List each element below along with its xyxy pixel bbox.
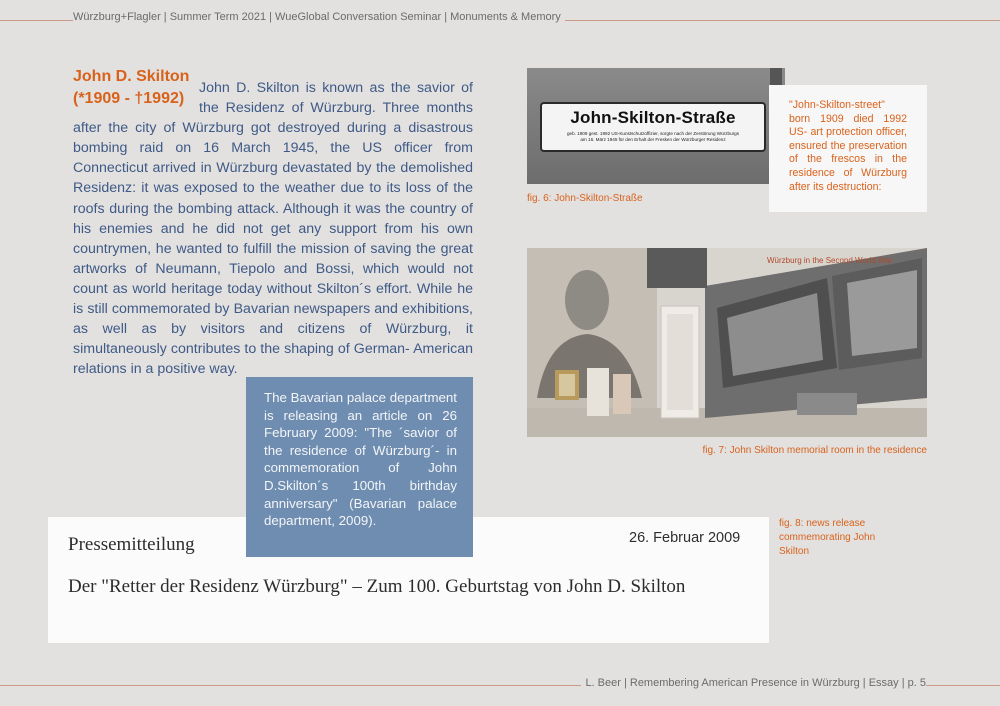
street-sign-subtitle	[546, 131, 760, 143]
street-sign	[540, 102, 766, 152]
fig7-caption: fig. 7: John Skilton memorial room in the residence	[702, 445, 927, 456]
running-header: Würzburg+Flagler | Summer Term 2021 | WueGlobal Conversation Seminar | Monuments & Memory	[73, 11, 565, 23]
running-footer: L. Beer | Remembering American Presence in Würzburg | Essay | p. 5	[581, 677, 926, 689]
press-release-date: 26. Februar 2009	[629, 530, 741, 546]
street-sign-photo	[527, 68, 785, 184]
street-sign-subtitle-line2: am 16. März 1945 für den Erhalt der Fresken der Würzburger Residenz	[580, 137, 726, 142]
press-release-headline: Der "Retter der Residenz Würzburg" – Zum 100. Geburtstag von John D. Skilton	[68, 576, 686, 597]
subject-name: John D. Skilton	[73, 68, 190, 85]
memorial-banner-text: Würzburg in the Second World War	[767, 256, 893, 265]
street-sign-translation-text: "John-Skilton-street" born 1909 died 1992 US- art protection officer, ensured the preservation of the frescos in the residence of Würzburg after its destruction:	[789, 99, 907, 193]
quote-text: The Bavarian palace department is releasing an article on 26 February 2009: "The ´savior of the residence of Würzburg´- in commemoration of John D.Skilton´s 100th birthday anniversary" (Bavarian palace department, 2009).	[264, 390, 457, 529]
memorial-room-illustration	[527, 248, 927, 437]
street-sign-subtitle-line1: geb. 1909 gest. 1992 US-Kunstschutzoffizier, sorgte nach der Zerstörung Würzburgs	[566, 131, 740, 136]
subject-dates: (*1909 - †1992)	[73, 90, 185, 107]
article-body-text: John D. Skilton is known as the savior of the Residenz of Würzburg. Three months after the city of Würzburg got destroyed during a disastrous bombing raid on 16 March 1945, the US officer from Connecticut arrived in Würzburg devastated by the demolished Residenz: it was exposed to the weather due to its loss of the roofs during the bombing attack. Although it was the country of his enemies and he did not get any support from his own countrymen, he wanted to fulfill the mission of saving the great artworks of Neumann, Tiepolo and Bossi, which would not count as world heritage today without Skilton´s effort. While he is still commemorated by Bavarian newspapers and exhibitions, as well as by visitors and citizens of Würzburg, it simultaneously contributes to the shaping of German- American relations in a positive way.	[73, 80, 473, 378]
street-sign-translation	[769, 85, 927, 212]
street-sign-name: John-Skilton-Straße	[570, 108, 736, 127]
article-body	[73, 78, 473, 379]
memorial-room-photo	[527, 248, 927, 437]
quote-box	[246, 377, 473, 557]
fig8-caption: fig. 8: news release commemorating John Skilton	[779, 518, 876, 557]
fig6-caption: fig. 6: John-Skilton-Straße	[527, 193, 643, 204]
press-release-title: Pressemitteilung	[68, 534, 195, 555]
